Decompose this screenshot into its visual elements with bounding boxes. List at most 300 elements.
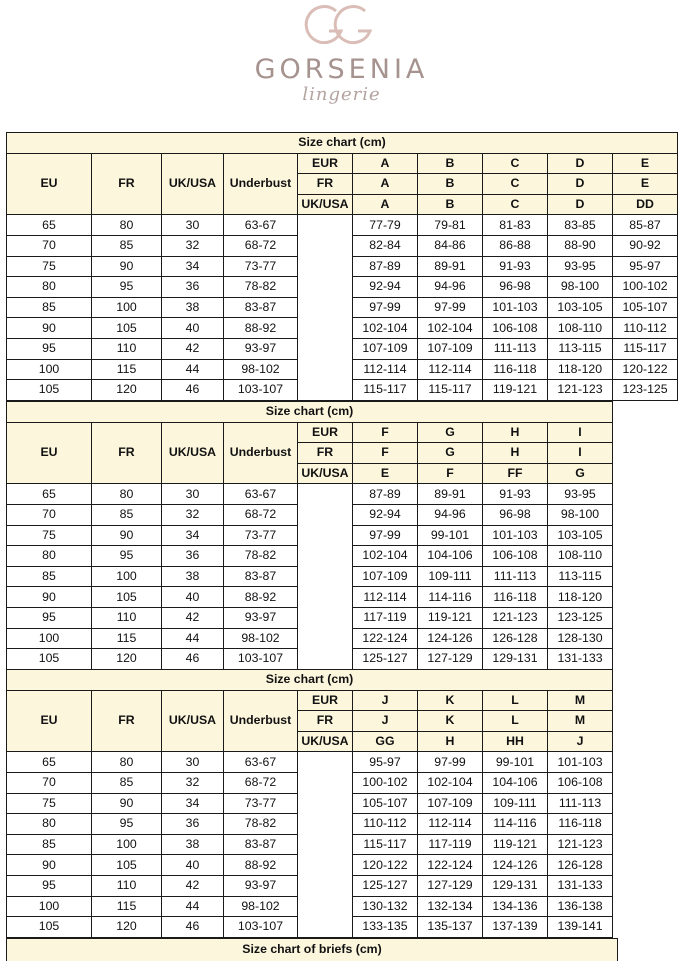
cup-size-label: F [418, 463, 483, 484]
header-fr: FR [92, 690, 162, 752]
bust-range: 124-126 [483, 855, 548, 876]
eu-size: 65 [7, 215, 92, 236]
cup-size-label: E [613, 174, 678, 195]
bust-range: 100-102 [353, 772, 418, 793]
header-fr: FR [92, 422, 162, 484]
header-fr: FR [92, 153, 162, 215]
underbust-range: 93-97 [224, 607, 298, 628]
eu-size: 75 [7, 525, 92, 546]
cup-size-label: C [483, 153, 548, 174]
bust-range: 107-109 [418, 338, 483, 359]
bust-range: 112-114 [418, 814, 483, 835]
brand-tagline: lingerie [302, 84, 381, 105]
size-chart-table [6, 401, 613, 670]
uk-usa-size: 36 [162, 546, 224, 567]
eu-size: 80 [7, 277, 92, 298]
bust-range: 95-97 [353, 752, 418, 773]
uk-usa-size: 40 [162, 587, 224, 608]
eu-size: 90 [7, 318, 92, 339]
cup-size-label: F [353, 443, 418, 464]
cup-size-label: FF [483, 463, 548, 484]
cup-system-label: UK/USA [298, 463, 353, 484]
fr-size: 95 [92, 814, 162, 835]
cup-size-label: A [353, 174, 418, 195]
header-uk-usa: UK/USA [162, 153, 224, 215]
header-underbust: Underbust [224, 422, 298, 484]
bust-range: 120-122 [613, 359, 678, 380]
bust-range: 118-120 [548, 587, 613, 608]
uk-usa-size: 46 [162, 380, 224, 401]
blank-spacer-cell [298, 215, 353, 400]
header-underbust: Underbust [224, 153, 298, 215]
cup-size-label: F [353, 422, 418, 443]
bust-range: 128-130 [548, 628, 613, 649]
bust-range: 130-132 [353, 896, 418, 917]
bust-range: 101-103 [483, 297, 548, 318]
fr-size: 115 [92, 359, 162, 380]
table-title: Size chart (cm) [7, 402, 613, 423]
underbust-range: 83-87 [224, 566, 298, 587]
uk-usa-size: 30 [162, 752, 224, 773]
bust-range: 112-114 [418, 359, 483, 380]
bust-range: 102-104 [353, 546, 418, 567]
fr-size: 90 [92, 256, 162, 277]
cup-size-label: J [353, 711, 418, 732]
bust-range: 118-120 [548, 359, 613, 380]
bust-range: 100-102 [613, 277, 678, 298]
size-chart-table [6, 669, 613, 938]
cup-header-row [7, 153, 678, 174]
bust-range: 116-118 [483, 359, 548, 380]
fr-size: 80 [92, 215, 162, 236]
cup-size-label: HH [483, 731, 548, 752]
fr-size: 110 [92, 338, 162, 359]
underbust-range: 98-102 [224, 896, 298, 917]
underbust-range: 63-67 [224, 752, 298, 773]
cup-size-label: C [483, 174, 548, 195]
bust-range: 115-117 [353, 380, 418, 401]
eu-size: 100 [7, 896, 92, 917]
cup-size-label: G [548, 463, 613, 484]
underbust-range: 73-77 [224, 256, 298, 277]
bust-range: 87-89 [353, 484, 418, 505]
fr-size: 85 [92, 772, 162, 793]
underbust-range: 68-72 [224, 235, 298, 256]
underbust-range: 83-87 [224, 297, 298, 318]
bust-range: 125-127 [353, 649, 418, 670]
cup-size-label: A [353, 194, 418, 215]
header-uk-usa: UK/USA [162, 422, 224, 484]
fr-size: 110 [92, 607, 162, 628]
cup-system-label: FR [298, 174, 353, 195]
uk-usa-size: 46 [162, 649, 224, 670]
bust-range: 97-99 [418, 752, 483, 773]
bust-range: 89-91 [418, 484, 483, 505]
bust-range: 96-98 [483, 504, 548, 525]
uk-usa-size: 38 [162, 566, 224, 587]
header-underbust: Underbust [224, 690, 298, 752]
cup-size-label: K [418, 711, 483, 732]
bust-range: 99-101 [418, 525, 483, 546]
bust-range: 106-108 [548, 772, 613, 793]
fr-size: 115 [92, 896, 162, 917]
cup-size-label: G [418, 422, 483, 443]
bust-range: 139-141 [548, 917, 613, 938]
header-eu: EU [7, 422, 92, 484]
cup-size-label: D [548, 194, 613, 215]
cup-size-label: B [418, 194, 483, 215]
bust-range: 106-108 [483, 546, 548, 567]
underbust-range: 103-107 [224, 649, 298, 670]
bust-range: 86-88 [483, 235, 548, 256]
eu-size: 100 [7, 359, 92, 380]
bust-range: 129-131 [483, 649, 548, 670]
cup-size-label: E [613, 153, 678, 174]
bust-range: 104-106 [483, 772, 548, 793]
bust-range: 120-122 [353, 855, 418, 876]
bust-range: 116-118 [548, 814, 613, 835]
bust-range: 79-81 [418, 215, 483, 236]
cup-size-label: E [353, 463, 418, 484]
briefs-size-chart-title: Size chart of briefs (cm) [6, 938, 618, 961]
bust-range: 93-95 [548, 484, 613, 505]
uk-usa-size: 38 [162, 297, 224, 318]
bust-range: 115-117 [613, 338, 678, 359]
cup-size-label: B [418, 153, 483, 174]
bust-range: 109-111 [483, 793, 548, 814]
bust-range: 113-115 [548, 338, 613, 359]
uk-usa-size: 32 [162, 772, 224, 793]
underbust-range: 88-92 [224, 855, 298, 876]
table-row [7, 752, 613, 773]
underbust-range: 93-97 [224, 338, 298, 359]
bust-range: 87-89 [353, 256, 418, 277]
bust-range: 103-105 [548, 525, 613, 546]
bust-range: 131-133 [548, 875, 613, 896]
bust-range: 129-131 [483, 875, 548, 896]
cup-header-row [7, 422, 613, 443]
fr-size: 90 [92, 525, 162, 546]
underbust-range: 78-82 [224, 814, 298, 835]
bust-range: 104-106 [418, 546, 483, 567]
cup-size-label: L [483, 711, 548, 732]
fr-size: 85 [92, 235, 162, 256]
bust-range: 107-109 [418, 793, 483, 814]
fr-size: 105 [92, 587, 162, 608]
bust-range: 96-98 [483, 277, 548, 298]
bust-range: 109-111 [418, 566, 483, 587]
bust-range: 85-87 [613, 215, 678, 236]
bust-range: 117-119 [418, 834, 483, 855]
bust-range: 121-123 [548, 834, 613, 855]
fr-size: 115 [92, 628, 162, 649]
cup-size-label: I [548, 422, 613, 443]
bust-range: 102-104 [353, 318, 418, 339]
uk-usa-size: 42 [162, 875, 224, 896]
fr-size: 100 [92, 834, 162, 855]
bust-range: 125-127 [353, 875, 418, 896]
bust-range: 119-121 [418, 607, 483, 628]
bust-range: 131-133 [548, 649, 613, 670]
bust-range: 114-116 [483, 814, 548, 835]
bust-range: 110-112 [613, 318, 678, 339]
bust-range: 132-134 [418, 896, 483, 917]
underbust-range: 93-97 [224, 875, 298, 896]
eu-size: 80 [7, 814, 92, 835]
bust-range: 116-118 [483, 587, 548, 608]
bust-range: 111-113 [548, 793, 613, 814]
uk-usa-size: 32 [162, 504, 224, 525]
bust-range: 111-113 [483, 338, 548, 359]
bust-range: 122-124 [353, 628, 418, 649]
cup-header-row [7, 690, 613, 711]
bust-range: 91-93 [483, 484, 548, 505]
fr-size: 80 [92, 752, 162, 773]
bust-range: 92-94 [353, 277, 418, 298]
uk-usa-size: 36 [162, 814, 224, 835]
bust-range: 133-135 [353, 917, 418, 938]
bust-range: 92-94 [353, 504, 418, 525]
bust-range: 135-137 [418, 917, 483, 938]
uk-usa-size: 42 [162, 338, 224, 359]
cup-size-label: GG [353, 731, 418, 752]
fr-size: 105 [92, 318, 162, 339]
cup-system-label: FR [298, 711, 353, 732]
eu-size: 70 [7, 504, 92, 525]
bust-range: 94-96 [418, 504, 483, 525]
bust-range: 126-128 [483, 628, 548, 649]
bust-range: 101-103 [483, 525, 548, 546]
underbust-range: 73-77 [224, 793, 298, 814]
uk-usa-size: 46 [162, 917, 224, 938]
bust-range: 121-123 [483, 607, 548, 628]
bust-range: 113-115 [548, 566, 613, 587]
underbust-range: 63-67 [224, 484, 298, 505]
bust-range: 115-117 [353, 834, 418, 855]
uk-usa-size: 30 [162, 215, 224, 236]
cup-size-label: I [548, 443, 613, 464]
underbust-range: 63-67 [224, 215, 298, 236]
fr-size: 95 [92, 546, 162, 567]
bust-range: 103-105 [548, 297, 613, 318]
eu-size: 65 [7, 484, 92, 505]
bust-range: 119-121 [483, 834, 548, 855]
table-title: Size chart (cm) [7, 133, 678, 154]
bust-range: 111-113 [483, 566, 548, 587]
eu-size: 65 [7, 752, 92, 773]
bust-range: 114-116 [418, 587, 483, 608]
bust-range: 108-110 [548, 318, 613, 339]
bust-range: 119-121 [483, 380, 548, 401]
bust-range: 93-95 [548, 256, 613, 277]
bust-range: 110-112 [353, 814, 418, 835]
cup-system-label: EUR [298, 690, 353, 711]
underbust-range: 103-107 [224, 380, 298, 401]
fr-size: 85 [92, 504, 162, 525]
uk-usa-size: 40 [162, 855, 224, 876]
table-title: Size chart (cm) [7, 670, 613, 691]
bust-range: 105-107 [613, 297, 678, 318]
fr-size: 90 [92, 793, 162, 814]
underbust-range: 98-102 [224, 628, 298, 649]
cup-system-label: EUR [298, 153, 353, 174]
uk-usa-size: 40 [162, 318, 224, 339]
bust-range: 102-104 [418, 772, 483, 793]
bust-range: 88-90 [548, 235, 613, 256]
bust-range: 122-124 [418, 855, 483, 876]
bust-range: 121-123 [548, 380, 613, 401]
bust-range: 98-100 [548, 277, 613, 298]
fr-size: 120 [92, 917, 162, 938]
bust-range: 127-129 [418, 649, 483, 670]
bust-range: 112-114 [353, 587, 418, 608]
cup-size-label: M [548, 711, 613, 732]
blank-spacer-cell [298, 752, 353, 937]
bust-range: 127-129 [418, 875, 483, 896]
uk-usa-size: 44 [162, 628, 224, 649]
cup-size-label: J [353, 690, 418, 711]
eu-size: 70 [7, 235, 92, 256]
uk-usa-size: 42 [162, 607, 224, 628]
underbust-range: 78-82 [224, 277, 298, 298]
bust-range: 97-99 [353, 297, 418, 318]
eu-size: 95 [7, 875, 92, 896]
table-title-row [7, 402, 613, 423]
fr-size: 95 [92, 277, 162, 298]
uk-usa-size: 34 [162, 256, 224, 277]
gorsenia-monogram-logo [303, 3, 383, 53]
underbust-range: 68-72 [224, 504, 298, 525]
fr-size: 100 [92, 297, 162, 318]
underbust-range: 103-107 [224, 917, 298, 938]
uk-usa-size: 36 [162, 277, 224, 298]
uk-usa-size: 30 [162, 484, 224, 505]
underbust-range: 78-82 [224, 546, 298, 567]
bust-range: 136-138 [548, 896, 613, 917]
header-eu: EU [7, 153, 92, 215]
cup-size-label: M [548, 690, 613, 711]
eu-size: 105 [7, 380, 92, 401]
bust-range: 97-99 [353, 525, 418, 546]
underbust-range: 88-92 [224, 587, 298, 608]
bust-range: 83-85 [548, 215, 613, 236]
table-title-row [7, 133, 678, 154]
cup-size-label: G [418, 443, 483, 464]
cup-system-label: FR [298, 443, 353, 464]
fr-size: 120 [92, 380, 162, 401]
eu-size: 70 [7, 772, 92, 793]
bust-range: 123-125 [613, 380, 678, 401]
bust-range: 134-136 [483, 896, 548, 917]
eu-size: 95 [7, 607, 92, 628]
cup-system-label: UK/USA [298, 194, 353, 215]
bust-range: 137-139 [483, 917, 548, 938]
brand-header [0, 0, 683, 125]
cup-size-label: L [483, 690, 548, 711]
underbust-range: 68-72 [224, 772, 298, 793]
underbust-range: 88-92 [224, 318, 298, 339]
bust-range: 126-128 [548, 855, 613, 876]
fr-size: 120 [92, 649, 162, 670]
bust-range: 105-107 [353, 793, 418, 814]
cup-system-label: EUR [298, 422, 353, 443]
bust-range: 107-109 [353, 566, 418, 587]
cup-size-label: B [418, 174, 483, 195]
bust-range: 77-79 [353, 215, 418, 236]
underbust-range: 83-87 [224, 834, 298, 855]
cup-size-label: D [548, 153, 613, 174]
uk-usa-size: 44 [162, 896, 224, 917]
cup-size-label: C [483, 194, 548, 215]
cup-size-label: H [483, 422, 548, 443]
bust-range: 90-92 [613, 235, 678, 256]
eu-size: 85 [7, 297, 92, 318]
bust-range: 115-117 [418, 380, 483, 401]
bust-range: 107-109 [353, 338, 418, 359]
table-row [7, 484, 613, 505]
bust-range: 123-125 [548, 607, 613, 628]
underbust-range: 73-77 [224, 525, 298, 546]
fr-size: 110 [92, 875, 162, 896]
bust-range: 102-104 [418, 318, 483, 339]
blank-spacer-cell [298, 484, 353, 669]
bust-range: 108-110 [548, 546, 613, 567]
cup-size-label: D [548, 174, 613, 195]
bust-range: 106-108 [483, 318, 548, 339]
fr-size: 105 [92, 855, 162, 876]
fr-size: 100 [92, 566, 162, 587]
eu-size: 75 [7, 793, 92, 814]
uk-usa-size: 32 [162, 235, 224, 256]
eu-size: 90 [7, 587, 92, 608]
header-eu: EU [7, 690, 92, 752]
table-row [7, 215, 678, 236]
cup-size-label: A [353, 153, 418, 174]
fr-size: 80 [92, 484, 162, 505]
eu-size: 90 [7, 855, 92, 876]
bust-range: 117-119 [353, 607, 418, 628]
cup-size-label: J [548, 731, 613, 752]
eu-size: 80 [7, 546, 92, 567]
bust-range: 89-91 [418, 256, 483, 277]
bust-range: 97-99 [418, 297, 483, 318]
size-chart-table [6, 132, 678, 401]
eu-size: 105 [7, 917, 92, 938]
cup-size-label: K [418, 690, 483, 711]
uk-usa-size: 34 [162, 525, 224, 546]
uk-usa-size: 38 [162, 834, 224, 855]
uk-usa-size: 44 [162, 359, 224, 380]
eu-size: 85 [7, 566, 92, 587]
eu-size: 75 [7, 256, 92, 277]
eu-size: 85 [7, 834, 92, 855]
eu-size: 105 [7, 649, 92, 670]
bust-range: 124-126 [418, 628, 483, 649]
bust-range: 95-97 [613, 256, 678, 277]
bust-range: 84-86 [418, 235, 483, 256]
underbust-range: 98-102 [224, 359, 298, 380]
eu-size: 95 [7, 338, 92, 359]
cup-system-label: UK/USA [298, 731, 353, 752]
cup-size-label: H [418, 731, 483, 752]
bust-range: 98-100 [548, 504, 613, 525]
eu-size: 100 [7, 628, 92, 649]
bust-range: 94-96 [418, 277, 483, 298]
cup-size-label: H [483, 443, 548, 464]
header-uk-usa: UK/USA [162, 690, 224, 752]
bust-range: 91-93 [483, 256, 548, 277]
bust-range: 99-101 [483, 752, 548, 773]
